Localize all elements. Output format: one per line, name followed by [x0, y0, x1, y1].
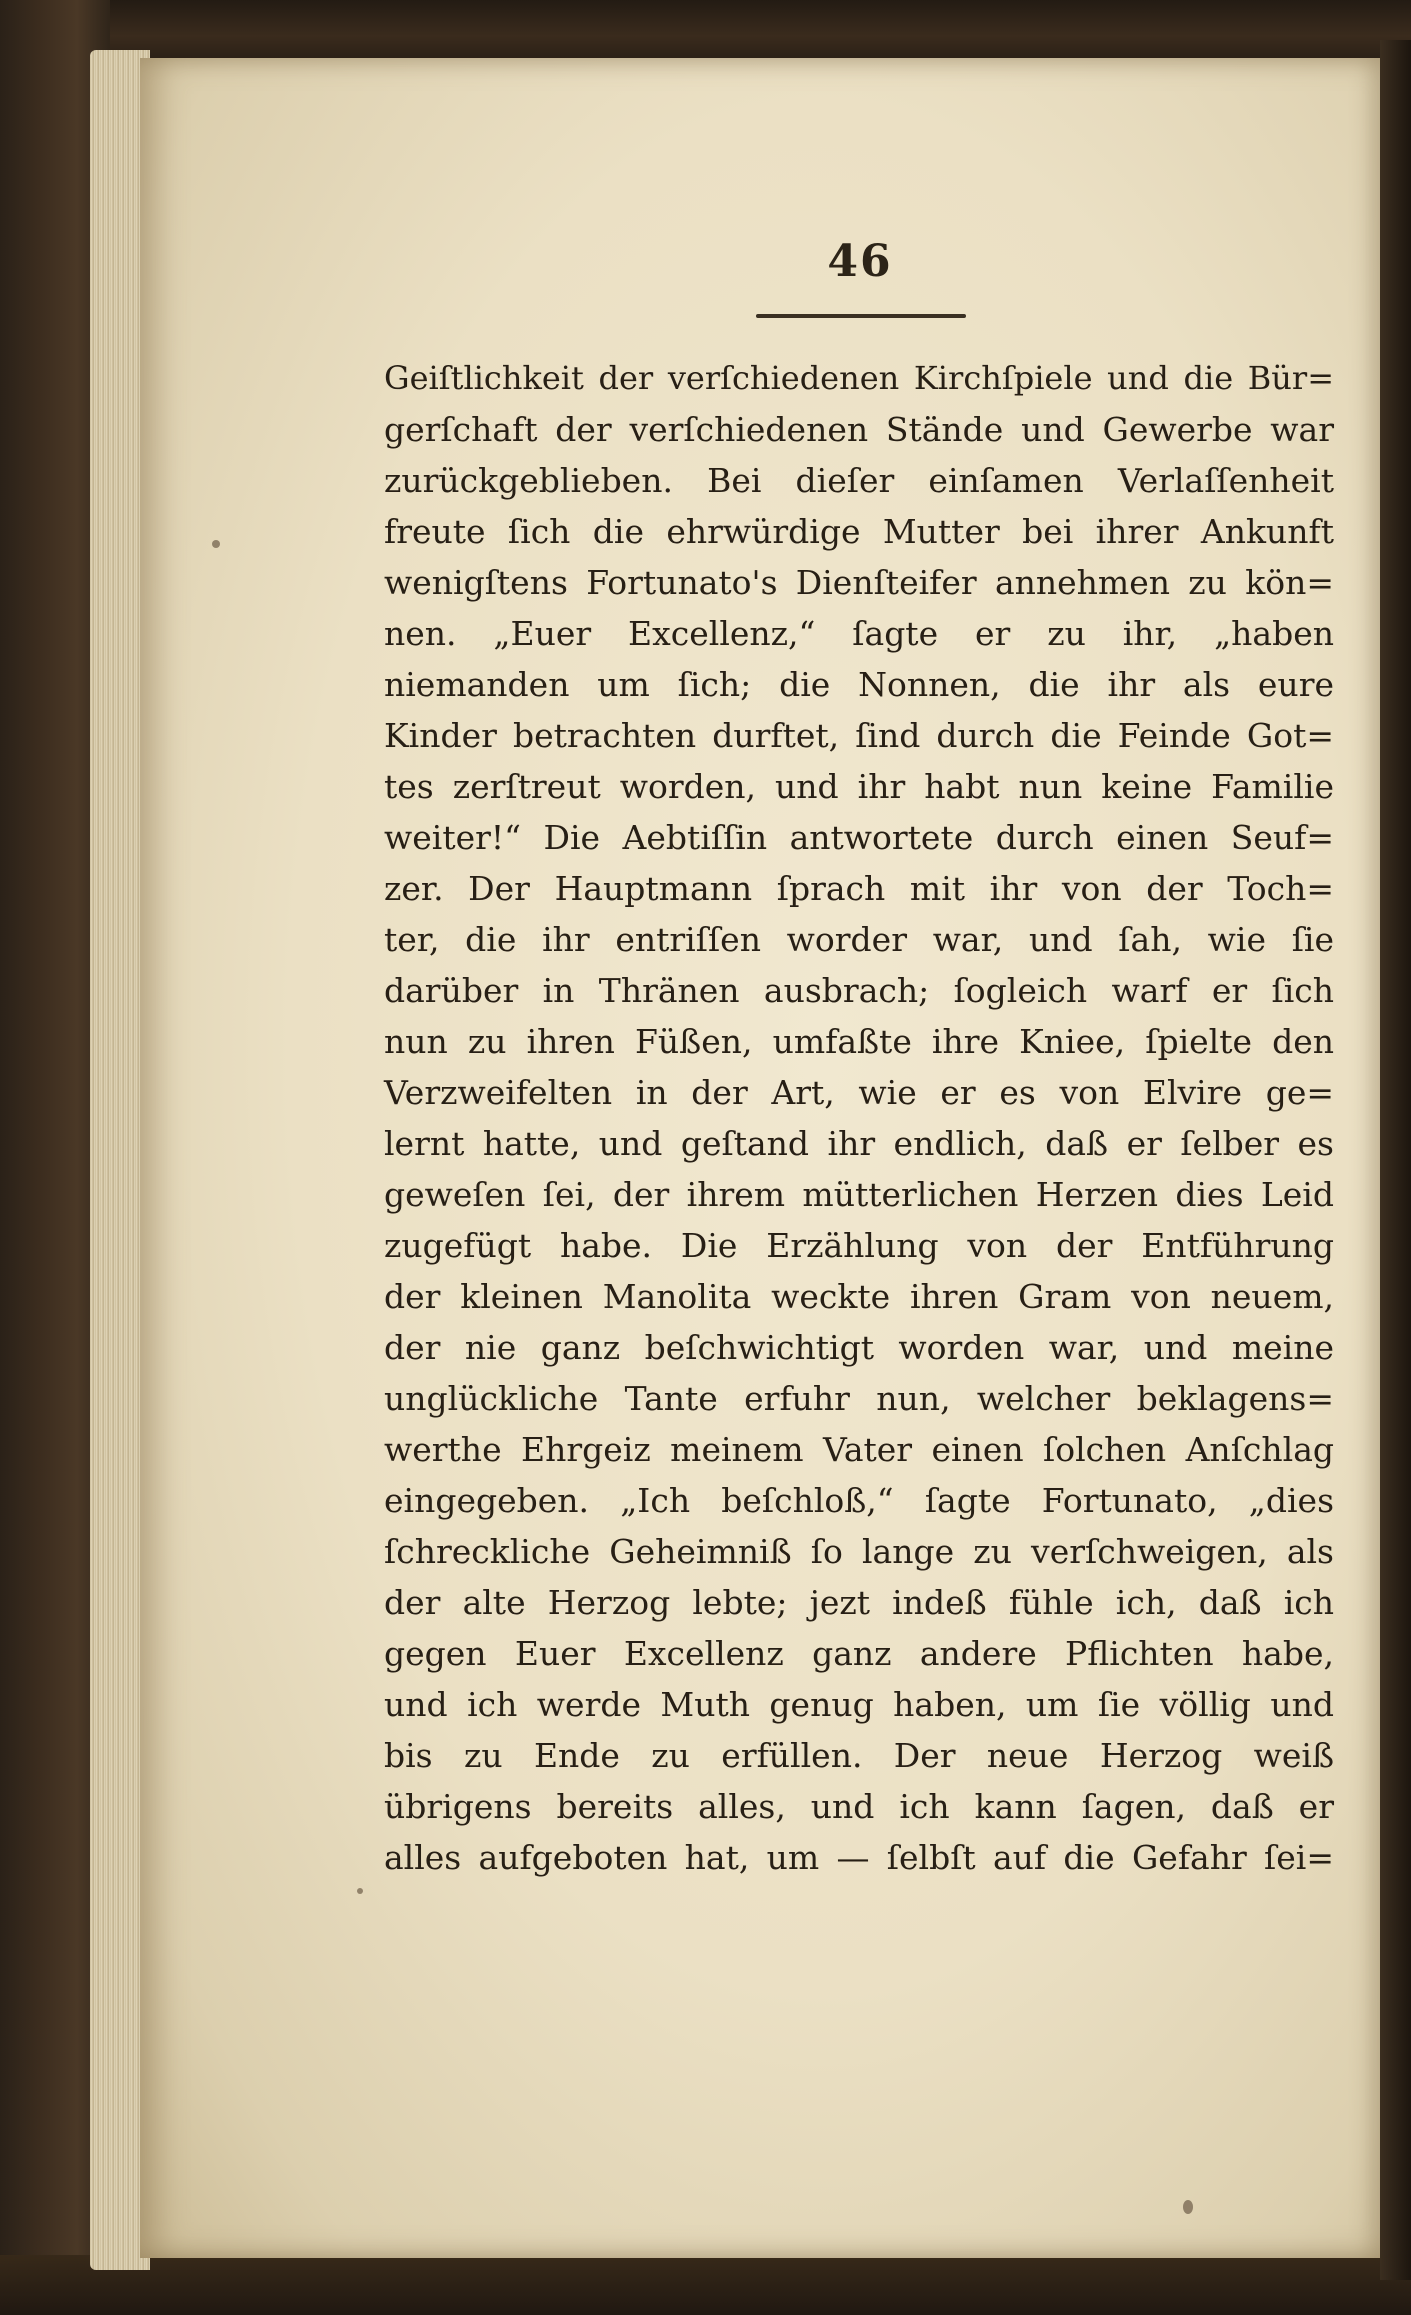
- text-line: Kinder betrachten durftet, ſind durch die Feinde Got=: [384, 716, 1334, 755]
- text-line: alles aufgeboten hat, um — ſelbſt auf die Gefahr ſei=: [384, 1838, 1334, 1877]
- cover-top-edge: [0, 0, 1411, 60]
- page-number: 46: [827, 236, 893, 287]
- text-line: der nie ganz beſchwichtigt worden war, und meine: [384, 1328, 1334, 1367]
- text-line: der alte Herzog lebte; jezt indeß fühle ich, daß ich: [384, 1583, 1334, 1622]
- text-line: tes zerſtreut worden, und ihr habt nun keine Familie: [384, 767, 1334, 806]
- text-line: und ich werde Muth genug haben, um ſie völlig und: [384, 1685, 1334, 1724]
- header-rule: [756, 314, 966, 318]
- book-gutter: [1380, 40, 1411, 2280]
- text-line: wenigſtens Fortunato's Dienſteifer annehmen zu kön=: [384, 563, 1334, 602]
- paper-speck: [212, 540, 220, 548]
- text-line: nun zu ihren Füßen, umfaßte ihre Kniee, ſpielte den: [384, 1022, 1334, 1061]
- text-line: freute ſich die ehrwürdige Mutter bei ihrer Ankunft: [384, 512, 1334, 551]
- text-line: der kleinen Manolita weckte ihren Gram von neuem,: [384, 1277, 1334, 1316]
- text-line: darüber in Thränen ausbrach; ſogleich warf er ſich: [384, 971, 1334, 1010]
- text-line: Geiſtlichkeit der verſchiedenen Kirchſpiele und die Bür=: [384, 359, 1334, 397]
- text-line: ſchreckliche Geheimniß ſo lange zu verſchweigen, als: [384, 1532, 1334, 1571]
- text-line: bis zu Ende zu erfüllen. Der neue Herzog weiß: [384, 1736, 1334, 1775]
- text-line: nen. „Euer Excellenz,“ ſagte er zu ihr, „haben: [384, 614, 1334, 653]
- body-text: [384, 353, 1334, 1883]
- text-line: werthe Ehrgeiz meinem Vater einen ſolchen Anſchlag: [384, 1430, 1334, 1469]
- text-line: geweſen ſei, der ihrem mütterlichen Herzen dies Leid: [384, 1175, 1334, 1214]
- text-line: übrigens bereits alles, und ich kann ſagen, daß er: [384, 1787, 1334, 1826]
- text-line: Verzweifelten in der Art, wie er es von Elvire ge=: [384, 1073, 1334, 1112]
- text-line: lernt hatte, und geſtand ihr endlich, daß er ſelber es: [384, 1124, 1334, 1163]
- text-line: zer. Der Hauptmann ſprach mit ihr von der Toch=: [384, 869, 1334, 908]
- text-line: zugefügt habe. Die Erzählung von der Entführung: [384, 1226, 1334, 1265]
- text-line: ter, die ihr entriſſen worder war, und ſah, wie ſie: [384, 920, 1334, 959]
- paper-speck: [357, 1888, 363, 1894]
- text-line: zurückgeblieben. Bei dieſer einſamen Verlaſſenheit: [384, 461, 1334, 500]
- text-line: weiter!“ Die Aebtiſſin antwortete durch einen Seuf=: [384, 818, 1334, 857]
- text-line: gerſchaft der verſchiedenen Stände und Gewerbe war: [384, 410, 1334, 449]
- text-line: niemanden um ſich; die Nonnen, die ihr als eure: [384, 665, 1334, 704]
- cover-bottom-edge: [0, 2255, 1411, 2315]
- paper-speck: [1183, 2200, 1193, 2214]
- text-line: unglückliche Tante erfuhr nun, welcher beklagens=: [384, 1379, 1334, 1418]
- text-line: eingegeben. „Ich beſchloß,“ ſagte Fortunato, „dies: [384, 1481, 1334, 1520]
- text-line: gegen Euer Excellenz ganz andere Pflichten habe,: [384, 1634, 1334, 1673]
